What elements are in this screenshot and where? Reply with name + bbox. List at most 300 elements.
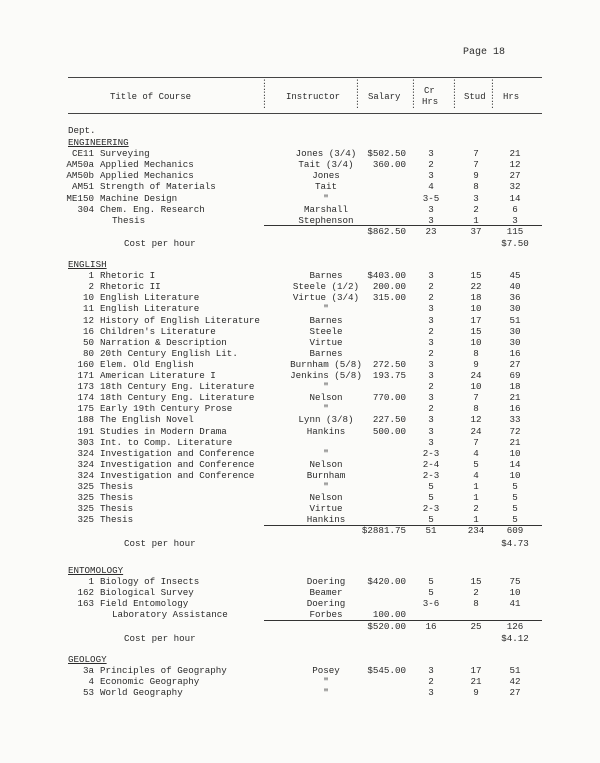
student-hours: 42 <box>509 676 521 688</box>
student-hours: 6 <box>512 203 518 215</box>
students: 1 <box>473 492 479 504</box>
credit-hours: 3 <box>428 270 434 282</box>
table-row <box>0 470 600 481</box>
table-row <box>0 587 600 598</box>
instructor: Tait (3/4) <box>298 159 354 171</box>
credit-hours: 3 <box>428 665 434 677</box>
table-row <box>0 414 600 425</box>
salary: 272.50 <box>372 358 406 370</box>
student-hours: 40 <box>509 281 521 293</box>
course-code: 175 <box>77 403 94 415</box>
credit-hours: 2 <box>428 381 434 393</box>
course-code: 10 <box>82 292 94 304</box>
header-cr: Cr <box>424 86 435 96</box>
table-row <box>0 337 600 348</box>
total-salary: $862.50 <box>367 225 406 237</box>
students: 24 <box>470 425 482 437</box>
instructor: Nelson <box>309 492 343 504</box>
total-student-hours: 126 <box>506 620 524 632</box>
students: 9 <box>473 358 479 370</box>
table-row <box>0 193 600 204</box>
credit-hours: 3 <box>428 303 434 315</box>
credit-hours: 5 <box>428 514 434 526</box>
section-heading: ENGLISH <box>68 259 107 270</box>
course-title: Rhetoric I <box>100 270 156 282</box>
total-credit-hours: 16 <box>425 620 437 632</box>
instructor: Forbes <box>309 609 343 621</box>
student-hours: 21 <box>509 392 521 404</box>
course-title: Investigation and Conference <box>100 447 255 459</box>
course-code: 325 <box>77 514 94 526</box>
column-divider: : : : : : <box>490 78 495 111</box>
credit-hours: 3 <box>428 436 434 448</box>
students: 7 <box>473 436 479 448</box>
course-code: 171 <box>77 370 94 381</box>
table-row <box>0 370 600 381</box>
students: 7 <box>473 159 479 171</box>
cost-label: Cost per hour <box>124 537 196 549</box>
table-row <box>0 381 600 392</box>
course-code: 173 <box>77 381 94 393</box>
salary: 360.00 <box>372 159 406 171</box>
instructor: Barnes <box>309 270 343 282</box>
credit-hours: 3 <box>428 425 434 437</box>
student-hours: 75 <box>509 576 521 588</box>
course-title: Chem. Eng. Research <box>100 203 205 215</box>
student-hours: 72 <box>509 425 521 437</box>
cost-label: Cost per hour <box>124 632 196 644</box>
instructor: Virtue <box>309 336 343 348</box>
column-divider: : : : : : <box>262 78 267 111</box>
students: 1 <box>473 214 479 226</box>
instructor: " <box>323 381 329 393</box>
instructor: Doering <box>306 576 346 588</box>
instructor: " <box>323 687 329 699</box>
credit-hours: 5 <box>428 492 434 504</box>
instructor: Hankins <box>306 425 346 437</box>
instructor: Nelson <box>309 458 343 470</box>
header-hrs: Hrs <box>503 92 520 102</box>
course-title: Thesis <box>100 481 134 492</box>
cost-per-hour: $4.12 <box>501 632 529 644</box>
credit-hours: 2 <box>428 347 434 359</box>
instructor: " <box>323 403 329 415</box>
credit-hours: 2-3 <box>422 469 440 481</box>
instructor: Barnes <box>309 347 343 359</box>
students: 2 <box>473 203 479 215</box>
students: 1 <box>473 514 479 526</box>
course-code: 11 <box>82 303 94 315</box>
table-row <box>0 215 600 226</box>
course-title: Elem. Old English <box>100 358 194 370</box>
column-divider: : : : : : <box>452 78 457 111</box>
credit-hours: 3 <box>428 336 434 348</box>
instructor: Virtue <box>309 503 343 515</box>
credit-hours: 2 <box>428 403 434 415</box>
instructor: Doering <box>306 598 346 610</box>
cost-row <box>0 538 600 549</box>
student-hours: 33 <box>509 414 521 426</box>
students: 18 <box>470 292 482 304</box>
section-heading: ENGINEERING <box>68 137 129 148</box>
section-row <box>0 654 600 665</box>
table-row <box>0 448 600 459</box>
table-row <box>0 426 600 437</box>
course-code: 191 <box>77 425 94 437</box>
students: 4 <box>473 469 479 481</box>
salary: $502.50 <box>367 148 406 160</box>
instructor: Steele (1/2) <box>292 281 360 293</box>
credit-hours: 3 <box>428 358 434 370</box>
instructor: Marshall <box>303 203 349 215</box>
table-row <box>0 481 600 492</box>
total-row <box>0 525 600 536</box>
course-title: Investigation and Conference <box>100 469 255 481</box>
cost-per-hour: $7.50 <box>501 237 529 249</box>
header-stud: Stud <box>464 92 486 102</box>
total-students: 37 <box>470 225 482 237</box>
salary: $403.00 <box>367 270 406 282</box>
instructor: Hankins <box>306 514 346 526</box>
students: 2 <box>473 587 479 599</box>
students: 8 <box>473 181 479 193</box>
students: 15 <box>470 325 482 337</box>
course-title: Int. to Comp. Literature <box>100 436 233 448</box>
section-heading: ENTOMOLOGY <box>68 565 124 576</box>
credit-hours: 2-3 <box>422 503 440 515</box>
table-row <box>0 315 600 326</box>
course-code: 12 <box>82 314 94 326</box>
table-row <box>0 492 600 503</box>
course-code: 324 <box>77 447 94 459</box>
instructor: Virtue (3/4) <box>292 292 360 304</box>
salary: $545.00 <box>367 665 406 677</box>
student-hours: 51 <box>509 314 521 326</box>
salary: 227.50 <box>372 414 406 426</box>
column-divider: : : : : : <box>355 78 360 111</box>
table-row <box>0 204 600 215</box>
student-hours: 27 <box>509 687 521 699</box>
students: 21 <box>470 676 482 688</box>
course-code: 304 <box>77 203 94 215</box>
course-title: Studies in Modern Drama <box>100 425 227 437</box>
cost-per-hour: $4.73 <box>501 537 529 549</box>
students: 1 <box>473 481 479 492</box>
credit-hours: 2 <box>428 676 434 688</box>
student-hours: 18 <box>509 381 521 393</box>
instructor: Beamer <box>309 587 343 599</box>
course-code: 324 <box>77 469 94 481</box>
course-code: 325 <box>77 492 94 504</box>
credit-hours: 2-4 <box>422 458 440 470</box>
section-row <box>0 565 600 576</box>
header-cr-sub: Hrs <box>422 97 439 107</box>
course-title: English Literature <box>100 303 200 315</box>
course-code: 162 <box>77 587 94 599</box>
course-code: 1 <box>88 270 94 282</box>
credit-hours: 3 <box>428 170 434 182</box>
table-row <box>0 159 600 170</box>
table-row <box>0 270 600 281</box>
course-title: Investigation and Conference <box>100 458 255 470</box>
student-hours: 14 <box>509 458 521 470</box>
salary: $420.00 <box>367 576 406 588</box>
credit-hours: 5 <box>428 587 434 599</box>
course-code: 325 <box>77 481 94 492</box>
credit-hours: 3 <box>428 148 434 160</box>
students: 15 <box>470 270 482 282</box>
course-title: Thesis <box>112 214 146 226</box>
table-row <box>0 459 600 470</box>
course-title: Applied Mechanics <box>100 170 194 182</box>
credit-hours: 3 <box>428 370 434 381</box>
instructor: Jones <box>312 170 340 182</box>
student-hours: 30 <box>509 325 521 337</box>
table-row <box>0 392 600 403</box>
credit-hours: 3-6 <box>422 598 440 610</box>
students: 24 <box>470 370 482 381</box>
dept-label: Dept. <box>68 125 96 136</box>
credit-hours: 5 <box>428 481 434 492</box>
header-title: Title of Course <box>110 92 192 102</box>
table-row <box>0 609 600 620</box>
instructor: Jenkins (5/8) <box>290 370 362 381</box>
course-title: Machine Design <box>100 192 178 204</box>
instructor: Posey <box>312 665 340 677</box>
course-title: Children's Literature <box>100 325 216 337</box>
course-code: 188 <box>77 414 94 426</box>
instructor: Steele <box>309 325 343 337</box>
section-row <box>0 137 600 148</box>
student-hours: 12 <box>509 159 521 171</box>
student-hours: 30 <box>509 336 521 348</box>
course-title: Thesis <box>100 492 134 504</box>
table-row <box>0 676 600 687</box>
credit-hours: 2 <box>428 159 434 171</box>
instructor: " <box>323 676 329 688</box>
table-row <box>0 503 600 514</box>
table-row <box>0 292 600 303</box>
course-title: Applied Mechanics <box>100 159 194 171</box>
credit-hours: 3 <box>428 414 434 426</box>
course-title: Biological Survey <box>100 587 194 599</box>
total-row <box>0 226 600 237</box>
course-code: 16 <box>82 325 94 337</box>
student-hours: 16 <box>509 403 521 415</box>
course-title: Field Entomology <box>100 598 189 610</box>
student-hours: 45 <box>509 270 521 282</box>
credit-hours: 2 <box>428 292 434 304</box>
total-student-hours: 609 <box>506 525 524 537</box>
students: 4 <box>473 447 479 459</box>
student-hours: 16 <box>509 347 521 359</box>
table-row <box>0 148 600 159</box>
student-hours: 27 <box>509 358 521 370</box>
students: 10 <box>470 303 482 315</box>
students: 15 <box>470 576 482 588</box>
students: 9 <box>473 687 479 699</box>
total-row <box>0 621 600 632</box>
student-hours: 36 <box>509 292 521 304</box>
salary: 500.00 <box>372 425 406 437</box>
students: 7 <box>473 148 479 160</box>
salary: 770.00 <box>372 392 406 404</box>
student-hours: 10 <box>509 447 521 459</box>
students: 10 <box>470 336 482 348</box>
table-row <box>0 348 600 359</box>
salary: 315.00 <box>372 292 406 304</box>
students: 17 <box>470 314 482 326</box>
students: 8 <box>473 598 479 610</box>
course-code: 163 <box>77 598 94 610</box>
student-hours: 10 <box>509 587 521 599</box>
course-title: 18th Century Eng. Literature <box>100 392 255 404</box>
student-hours: 10 <box>509 469 521 481</box>
course-title: Narration & Description <box>100 336 227 348</box>
page-number: Page 18 <box>463 47 506 58</box>
student-hours: 21 <box>509 148 521 160</box>
column-divider: : : : : : <box>411 78 416 111</box>
student-hours: 32 <box>509 181 521 193</box>
header-instructor: Instructor <box>286 92 341 102</box>
course-title: The English Novel <box>100 414 194 426</box>
table-row <box>0 665 600 676</box>
course-title: Biology of Insects <box>100 576 200 588</box>
salary: 100.00 <box>372 609 406 621</box>
salary: 200.00 <box>372 281 406 293</box>
student-hours: 5 <box>512 514 518 526</box>
salary: 193.75 <box>372 370 406 381</box>
student-hours: 5 <box>512 503 518 515</box>
cost-row <box>0 633 600 644</box>
course-code: 3a <box>82 665 94 677</box>
instructor: " <box>323 192 329 204</box>
credit-hours: 3 <box>428 687 434 699</box>
course-code: CE11 <box>71 148 94 160</box>
credit-hours: 2 <box>428 281 434 293</box>
table-row <box>0 170 600 181</box>
course-code: 160 <box>77 358 94 370</box>
student-hours: 14 <box>509 192 521 204</box>
course-code: AM51 <box>71 181 94 193</box>
total-credit-hours: 23 <box>425 225 437 237</box>
student-hours: 5 <box>512 481 518 492</box>
instructor: Jones (3/4) <box>295 148 357 160</box>
credit-hours: 5 <box>428 576 434 588</box>
table-row <box>0 403 600 414</box>
students: 8 <box>473 403 479 415</box>
section-heading: GEOLOGY <box>68 654 107 665</box>
total-salary: $520.00 <box>367 620 406 632</box>
course-title: American Literature I <box>100 370 216 381</box>
course-code: 324 <box>77 458 94 470</box>
course-title: Principles of Geography <box>100 665 227 677</box>
section-row <box>0 259 600 270</box>
table-row <box>0 514 600 525</box>
total-students: 234 <box>467 525 485 537</box>
course-title: Economic Geography <box>100 676 200 688</box>
students: 8 <box>473 347 479 359</box>
credit-hours: 3 <box>428 214 434 226</box>
student-hours: 30 <box>509 303 521 315</box>
instructor: Nelson <box>309 392 343 404</box>
course-code: 1 <box>88 576 94 588</box>
header-salary: Salary <box>368 92 401 102</box>
course-code: 325 <box>77 503 94 515</box>
credit-hours: 2-3 <box>422 447 440 459</box>
course-title: Early 19th Century Prose <box>100 403 233 415</box>
instructor: Tait <box>314 181 338 193</box>
total-salary: $2881.75 <box>361 525 406 537</box>
credit-hours: 3-5 <box>422 192 440 204</box>
course-code: 50 <box>82 336 94 348</box>
course-title: Rhetoric II <box>100 281 161 293</box>
table-row <box>0 326 600 337</box>
credit-hours: 3 <box>428 203 434 215</box>
students: 22 <box>470 281 482 293</box>
course-code: 53 <box>82 687 94 699</box>
table-row <box>0 576 600 587</box>
course-code: 303 <box>77 436 94 448</box>
cost-row <box>0 238 600 249</box>
students: 5 <box>473 458 479 470</box>
table-row <box>0 598 600 609</box>
credit-hours: 2 <box>428 325 434 337</box>
student-hours: 41 <box>509 598 521 610</box>
student-hours: 5 <box>512 492 518 504</box>
instructor: " <box>323 447 329 459</box>
course-code: AM50b <box>66 170 94 182</box>
course-title: Thesis <box>100 514 134 526</box>
instructor: Stephenson <box>298 214 354 226</box>
course-title: History of English Literature <box>100 314 260 326</box>
total-students: 25 <box>470 620 482 632</box>
course-title: English Literature <box>100 292 200 304</box>
student-hours: 3 <box>512 214 518 226</box>
table-row <box>0 181 600 192</box>
credit-hours: 4 <box>428 181 434 193</box>
table-row <box>0 687 600 698</box>
student-hours: 21 <box>509 436 521 448</box>
students: 9 <box>473 170 479 182</box>
table-row <box>0 303 600 314</box>
course-title: Surveying <box>100 148 150 160</box>
instructor: Burnham (5/8) <box>290 358 362 370</box>
table-row <box>0 359 600 370</box>
course-code: 174 <box>77 392 94 404</box>
course-title: Laboratory Assistance <box>112 609 228 621</box>
course-code: AM50a <box>66 159 94 171</box>
credit-hours: 3 <box>428 314 434 326</box>
course-code: 4 <box>88 676 94 688</box>
instructor: Barnes <box>309 314 343 326</box>
students: 12 <box>470 414 482 426</box>
total-credit-hours: 51 <box>425 525 437 537</box>
student-hours: 69 <box>509 370 521 381</box>
course-title: Thesis <box>100 503 134 515</box>
student-hours: 51 <box>509 665 521 677</box>
course-code: 80 <box>82 347 94 359</box>
course-title: Strength of Materials <box>100 181 216 193</box>
course-title: 20th Century English Lit. <box>100 347 238 359</box>
students: 7 <box>473 392 479 404</box>
credit-hours: 3 <box>428 392 434 404</box>
table-row <box>0 281 600 292</box>
total-student-hours: 115 <box>506 225 524 237</box>
header-top-rule <box>68 77 542 78</box>
course-code: 2 <box>88 281 94 293</box>
students: 3 <box>473 192 479 204</box>
